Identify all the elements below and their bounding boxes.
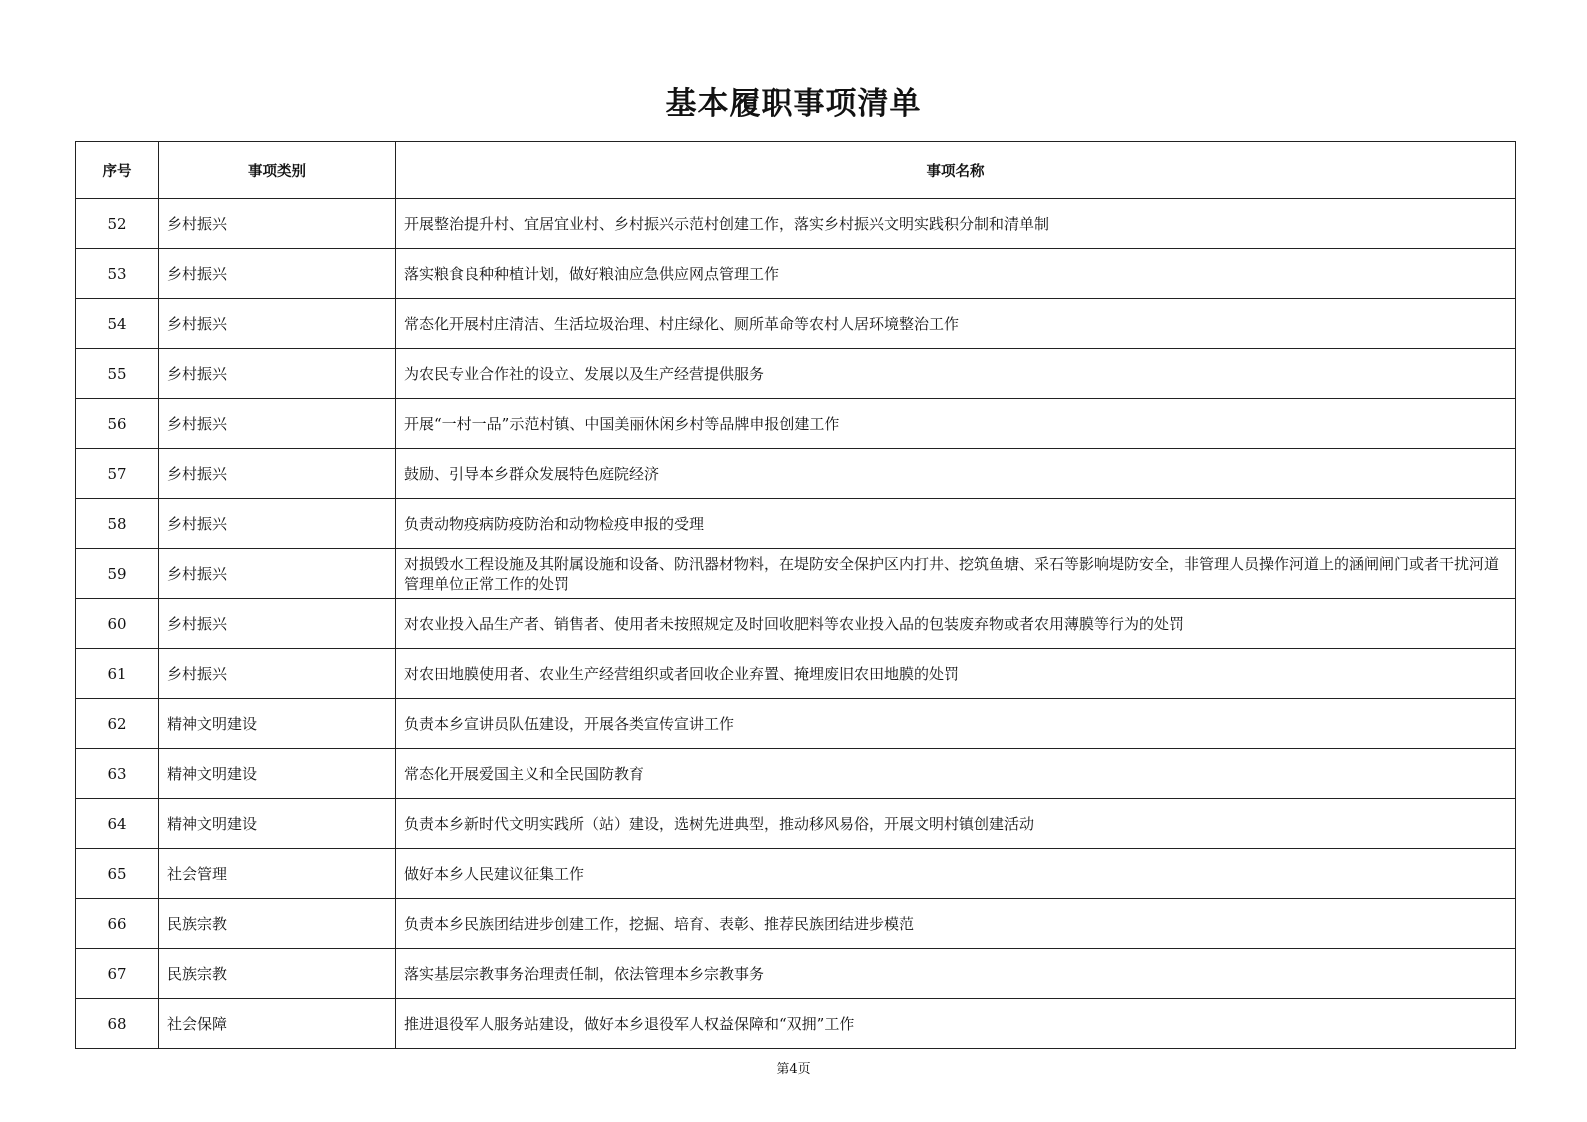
row-item-category: 乡村振兴 <box>159 649 396 699</box>
table-row <box>76 399 1516 449</box>
row-item-name: 落实粮食良种种植计划，做好粮油应急供应网点管理工作 <box>396 249 1516 299</box>
row-item-category: 民族宗教 <box>159 949 396 999</box>
row-item-category: 乡村振兴 <box>159 399 396 449</box>
table-row <box>76 949 1516 999</box>
row-serial-number: 62 <box>76 699 159 749</box>
row-item-category: 精神文明建设 <box>159 699 396 749</box>
row-item-name: 推进退役军人服务站建设，做好本乡退役军人权益保障和“双拥”工作 <box>396 999 1516 1049</box>
header-item-name: 事项名称 <box>396 142 1516 199</box>
row-item-name: 对农业投入品生产者、销售者、使用者未按照规定及时回收肥料等农业投入品的包装废弃物或者农用薄膜等行为的处罚 <box>396 599 1516 649</box>
row-item-name: 为农民专业合作社的设立、发展以及生产经营提供服务 <box>396 349 1516 399</box>
row-serial-number: 58 <box>76 499 159 549</box>
row-item-category: 乡村振兴 <box>159 349 396 399</box>
row-serial-number: 66 <box>76 899 159 949</box>
table-row <box>76 349 1516 399</box>
row-item-name: 负责本乡民族团结进步创建工作，挖掘、培育、表彰、推荐民族团结进步模范 <box>396 899 1516 949</box>
row-item-category: 精神文明建设 <box>159 749 396 799</box>
row-item-name: 做好本乡人民建议征集工作 <box>396 849 1516 899</box>
row-item-category: 乡村振兴 <box>159 599 396 649</box>
table-body <box>76 199 1516 1049</box>
row-item-name: 负责本乡新时代文明实践所（站）建设，选树先进典型，推动移风易俗，开展文明村镇创建活动 <box>396 799 1516 849</box>
row-item-name: 对农田地膜使用者、农业生产经营组织或者回收企业弃置、掩埋废旧农田地膜的处罚 <box>396 649 1516 699</box>
table-row <box>76 899 1516 949</box>
row-item-category: 乡村振兴 <box>159 299 396 349</box>
row-item-name: 常态化开展爱国主义和全民国防教育 <box>396 749 1516 799</box>
row-serial-number: 57 <box>76 449 159 499</box>
row-item-name: 落实基层宗教事务治理责任制，依法管理本乡宗教事务 <box>396 949 1516 999</box>
document-title: 基本履职事项清单 <box>665 86 922 122</box>
table-row <box>76 849 1516 899</box>
row-item-name: 开展“一村一品”示范村镇、中国美丽休闲乡村等品牌申报创建工作 <box>396 399 1516 449</box>
row-item-name: 负责本乡宣讲员队伍建设，开展各类宣传宣讲工作 <box>396 699 1516 749</box>
header-item-category: 事项类别 <box>159 142 396 199</box>
row-item-name: 负责动物疫病防疫防治和动物检疫申报的受理 <box>396 499 1516 549</box>
row-serial-number: 52 <box>76 199 159 249</box>
row-serial-number: 63 <box>76 749 159 799</box>
table-row <box>76 249 1516 299</box>
table-row <box>76 599 1516 649</box>
table-row <box>76 499 1516 549</box>
row-serial-number: 60 <box>76 599 159 649</box>
row-serial-number: 64 <box>76 799 159 849</box>
row-item-category: 乡村振兴 <box>159 499 396 549</box>
duty-items-table <box>75 141 1516 1049</box>
row-serial-number: 53 <box>76 249 159 299</box>
row-item-name: 对损毁水工程设施及其附属设施和设备、防汛器材物料，在堤防安全保护区内打井、挖筑鱼塘、采石等影响堤防安全，非管理人员操作河道上的涵闸闸门或者干扰河道管理单位正常工作的处罚 <box>396 549 1516 599</box>
row-serial-number: 55 <box>76 349 159 399</box>
row-serial-number: 65 <box>76 849 159 899</box>
table-row <box>76 199 1516 249</box>
row-serial-number: 67 <box>76 949 159 999</box>
row-serial-number: 68 <box>76 999 159 1049</box>
row-item-category: 乡村振兴 <box>159 249 396 299</box>
row-item-name: 鼓励、引导本乡群众发展特色庭院经济 <box>396 449 1516 499</box>
row-serial-number: 54 <box>76 299 159 349</box>
header-serial-number: 序号 <box>76 142 159 199</box>
row-serial-number: 61 <box>76 649 159 699</box>
row-item-category: 精神文明建设 <box>159 799 396 849</box>
row-serial-number: 59 <box>76 549 159 599</box>
table-row <box>76 999 1516 1049</box>
row-item-name: 常态化开展村庄清洁、生活垃圾治理、村庄绿化、厕所革命等农村人居环境整治工作 <box>396 299 1516 349</box>
table-row <box>76 799 1516 849</box>
row-item-category: 乡村振兴 <box>159 199 396 249</box>
row-serial-number: 56 <box>76 399 159 449</box>
row-item-category: 社会管理 <box>159 849 396 899</box>
row-item-category: 乡村振兴 <box>159 549 396 599</box>
page-number: 第4页 <box>776 1062 811 1077</box>
table-row <box>76 699 1516 749</box>
row-item-category: 社会保障 <box>159 999 396 1049</box>
table-row <box>76 649 1516 699</box>
row-item-category: 民族宗教 <box>159 899 396 949</box>
table-row <box>76 749 1516 799</box>
row-item-category: 乡村振兴 <box>159 449 396 499</box>
table-row <box>76 299 1516 349</box>
table-row <box>76 549 1516 599</box>
row-item-name: 开展整治提升村、宜居宜业村、乡村振兴示范村创建工作，落实乡村振兴文明实践积分制和清单制 <box>396 199 1516 249</box>
table-header-row <box>76 142 1516 199</box>
table-row <box>76 449 1516 499</box>
